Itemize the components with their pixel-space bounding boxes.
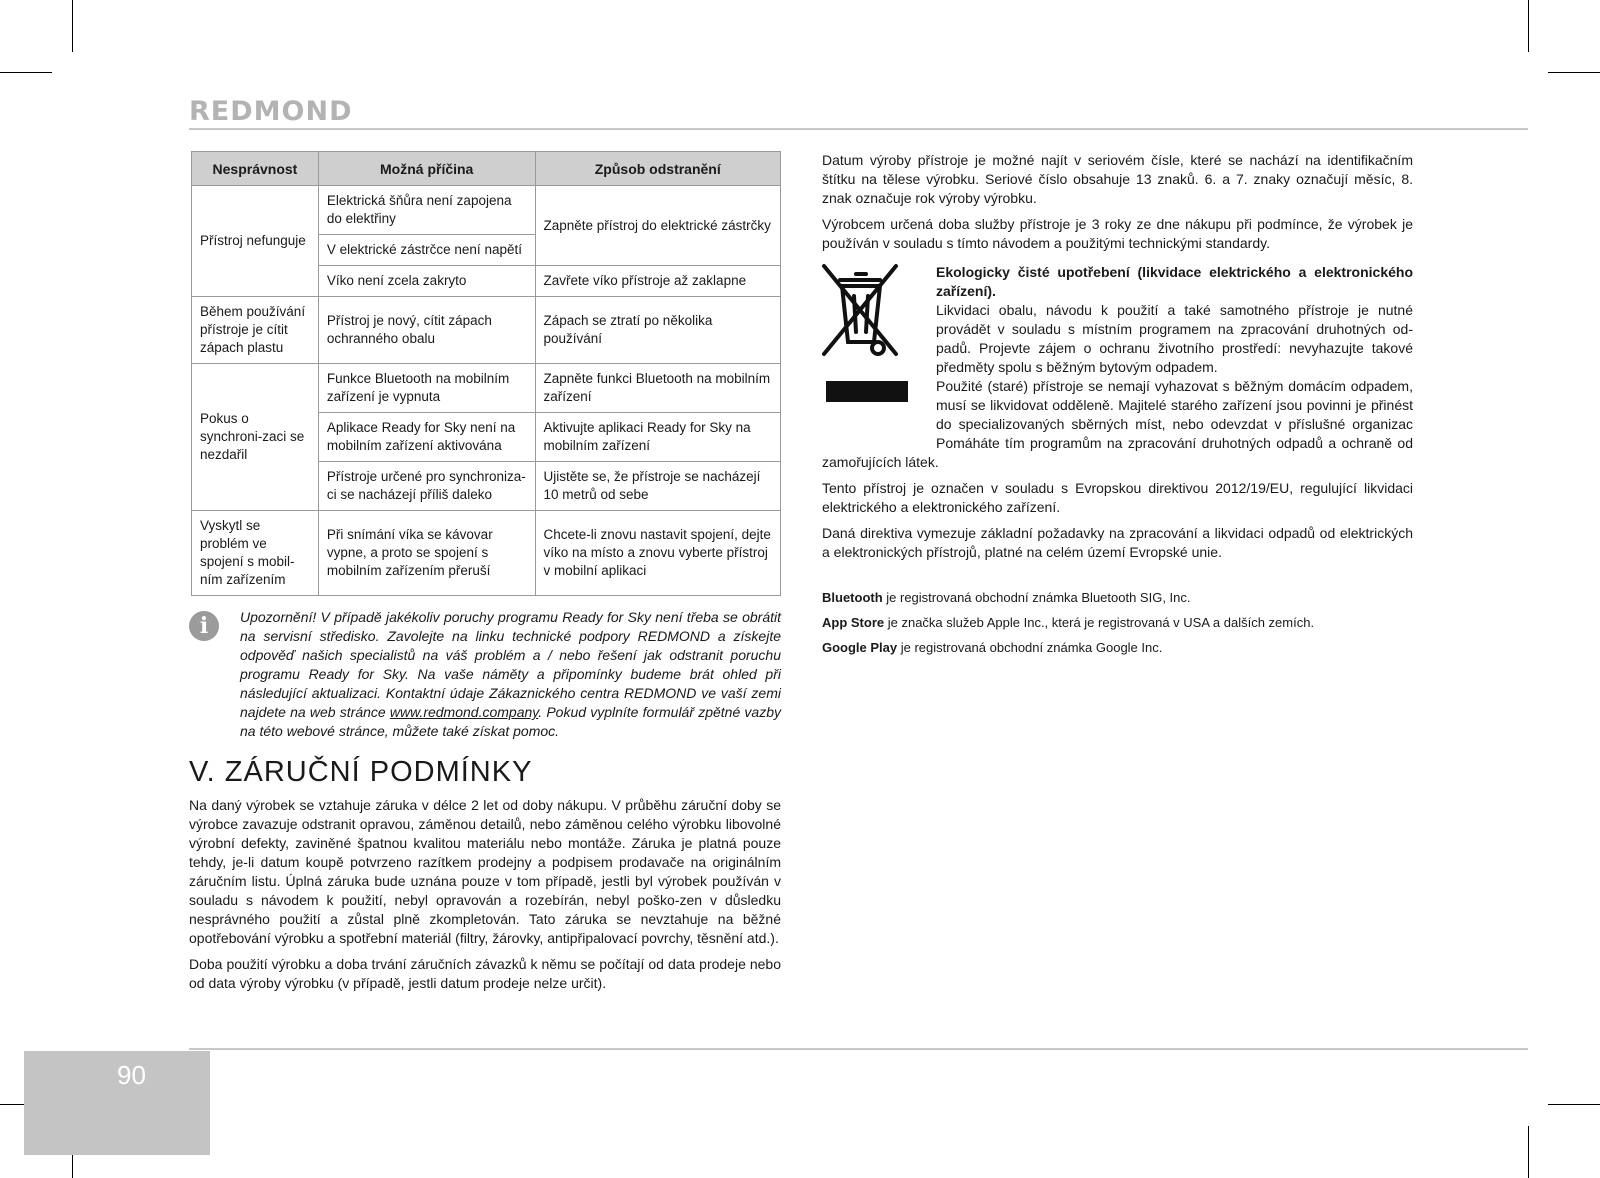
problem-cell: Vyskytl se problém ve spojení s mobil-ním zařízením bbox=[192, 511, 319, 596]
paragraph: Daná direktiva vymezuje základní požadavky na zpracování a likvidaci odpadů od elektrických a elektronických přístrojů, platné na celém území Evropské unie. bbox=[822, 525, 1413, 560]
crop-mark bbox=[0, 72, 52, 73]
column-header: Možná příčina bbox=[318, 152, 535, 186]
section-title: V. ZÁRUČNÍ PODMÍNKY bbox=[189, 756, 533, 788]
table-row bbox=[192, 364, 781, 413]
header-rule bbox=[189, 128, 1528, 130]
support-notice bbox=[240, 608, 781, 741]
crop-mark bbox=[1528, 0, 1529, 52]
weee-bar bbox=[826, 381, 908, 402]
trademark-list bbox=[822, 588, 1413, 657]
trademark-text: je značka služeb Apple Inc., která je registrovaná v USA a dalších zemích. bbox=[884, 615, 1315, 630]
paragraph: Použité (staré) přístroje se nemají vyhazovat s běžným domácím odpadem, musí se likvidovat odděleně. Majitelé starého zařízení jsou povinni je přinést do specializovaných sběrných míst, nebo odevzdat v příslušné organizac Pomáháte tím programům na zpracování druhotných odpadů a ochraně od zamořujících látek. bbox=[822, 378, 1413, 470]
cause-cell: Elektrická šňůra není zapojena do elektřiny bbox=[318, 186, 535, 235]
paragraph: Doba použití výrobku a doba trvání záručních závazků k němu se počítají od data prodeje nebo od data výroby výrobku (v případě, jestli datum prodeje nelze určit). bbox=[189, 956, 781, 991]
paragraph: Tento přístroj je označen v souladu s Evropskou direktivou 2012/19/EU, regulující likvidaci elektrického a elektronického zařízení. bbox=[822, 480, 1413, 515]
trademark-name: App Store bbox=[822, 615, 885, 630]
problem-cell: Během používání přístroje je cítit zápach plastu bbox=[192, 297, 319, 364]
table-row bbox=[192, 186, 781, 235]
cause-cell: Přístroje určené pro synchroniza-ci se nacházejí příliš daleko bbox=[318, 462, 535, 511]
table-row bbox=[192, 511, 781, 596]
trademark-name: Google Play bbox=[822, 640, 898, 655]
cause-cell: Funkce Bluetooth na mobilním zařízení je vypnuta bbox=[318, 364, 535, 413]
notice-text: . Pokud vyplníte formulář zpětné vazby na této webové stránce, můžete také získat pomoc. bbox=[240, 704, 782, 739]
fix-cell: Zápach se ztratí po několika používání bbox=[535, 297, 781, 364]
crop-mark bbox=[1528, 1126, 1529, 1178]
crossed-out-wheelie-bin-icon bbox=[820, 262, 900, 362]
notice-text: Upozornění! V případě jakékoliv poruchy programu Ready for Sky není třeba se obrátit na servisní středisko. Zavolejte na linku technické podpory REDMOND a získejte odpověď našich specialistů na váš problém a / nebo řešení jak odstranit poruchu programu Ready for Sky. Na vaše náměty a připomínky budeme brát ohled při následující aktualizaci. Kontaktní údaje Zákaznického centra REDMOND ve vaší zemi najdete na web stránce bbox=[240, 609, 781, 720]
paragraph: Datum výroby přístroje je možné najít v seriovém čísle, které se nachází na identifikačním štítku na tělese výrobku. Seriové číslo obsahuje 13 znaků. 6. a 7. znaky označují měsíc, 8. znak označuje rok výroby výrobku. bbox=[822, 152, 1413, 206]
right-column bbox=[822, 151, 1413, 663]
trademark-item bbox=[822, 638, 1413, 657]
column-header: Nesprávnost bbox=[192, 152, 319, 186]
redmond-website-link[interactable]: www.redmond.company bbox=[389, 704, 539, 720]
trademark-item bbox=[822, 613, 1413, 632]
fix-cell: Zapněte přístroj do elektrické zástrčky bbox=[535, 186, 781, 266]
brand-logo: REDMOND bbox=[189, 96, 353, 127]
cause-cell: Při snímání víka se kávovar vypne, a proto se spojení s mobilním zařízením přeruší bbox=[318, 511, 535, 596]
crop-mark bbox=[72, 0, 73, 52]
cause-cell: Víko není zcela zakryto bbox=[318, 266, 535, 297]
fix-cell: Chcete-li znovu nastavit spojení, dejte víko na místo a znovu vyberte přístroj v mobilní aplikaci bbox=[535, 511, 781, 596]
warranty-text bbox=[189, 796, 781, 1000]
fix-cell: Aktivujte aplikaci Ready for Sky na mobilním zařízení bbox=[535, 413, 781, 462]
paragraph: Likvidaci obalu, návodu k použití a také samotného přístroje je nutné provádět v souladu s místním programem na zpracování druhotných od-padů. Projevte zájem o ochranu životního prostředí: nevyhazujte takové předměty spolu s běžným bytovým odpadem. bbox=[936, 302, 1413, 375]
table-row bbox=[192, 297, 781, 364]
info-icon: i bbox=[189, 611, 219, 641]
crop-mark bbox=[1548, 72, 1600, 73]
troubleshooting-table bbox=[191, 151, 781, 596]
column-header: Způsob odstranění bbox=[535, 152, 781, 186]
page-number: 90 bbox=[117, 1060, 146, 1090]
footer-rule bbox=[189, 1048, 1528, 1050]
crop-mark bbox=[1548, 1104, 1600, 1105]
trademark-name: Bluetooth bbox=[822, 590, 883, 605]
cause-cell: Aplikace Ready for Sky není na mobilním zařízení aktivována bbox=[318, 413, 535, 462]
eco-heading: Ekologicky čisté upotřebení (likvidace elektrického a elektronického zařízení). bbox=[936, 264, 1413, 299]
paragraph: Na daný výrobek se vztahuje záruka v délce 2 let od doby nákupu. V průběhu záruční doby se výrobce zavazuje odstranit opravou, záměnou detailů, nebo záměnou celého výrobku libovolné výrobní defekty, zaviněné špatnou kvalitou materiálu nebo montáže. Záruka je platná pouze tehdy, je-li datum koupě potvrzeno razítkem prodejny a podpisem prodavače na originálním záručním listu. Úplná záruka bude uznána pouze v tom případě, jestli byl výrobek používán v souladu s návodem k použití, nebyl opravován a rozebírán, nebyl poško-zen v důsledku nesprávného použití a zůstal plně zkompletován. Tato záruka se nevztahuje na běžné opotřebování výrobku a spotřební materiál (filtry, žárovky, antipřipalovací povrchy, těsnění atd.). bbox=[189, 797, 781, 946]
fix-cell: Ujistěte se, že přístroje se nacházejí 10 metrů od sebe bbox=[535, 462, 781, 511]
table-header-row bbox=[192, 152, 781, 186]
cause-cell: Přístroj je nový, cítit zápach ochranného obalu bbox=[318, 297, 535, 364]
trademark-text: je registrovaná obchodní známka Google Inc. bbox=[897, 640, 1163, 655]
problem-cell: Přístroj nefunguje bbox=[192, 186, 319, 297]
fix-cell: Zapněte funkci Bluetooth na mobilním zařízení bbox=[535, 364, 781, 413]
trademark-item bbox=[822, 588, 1413, 607]
problem-cell: Pokus o synchroni-zaci se nezdařil bbox=[192, 364, 319, 511]
trademark-text: je registrovaná obchodní známka Bluetooth SIG, Inc. bbox=[882, 590, 1191, 605]
cause-cell: V elektrické zástrčce není napětí bbox=[318, 235, 535, 266]
paragraph: Výrobcem určená doba služby přístroje je 3 roky ze dne nákupu při podmínce, že výrobek je používán v souladu s tímto návodem a použitými technickými standardy. bbox=[822, 216, 1413, 251]
fix-cell: Zavřete víko přístroje až zaklapne bbox=[535, 266, 781, 297]
